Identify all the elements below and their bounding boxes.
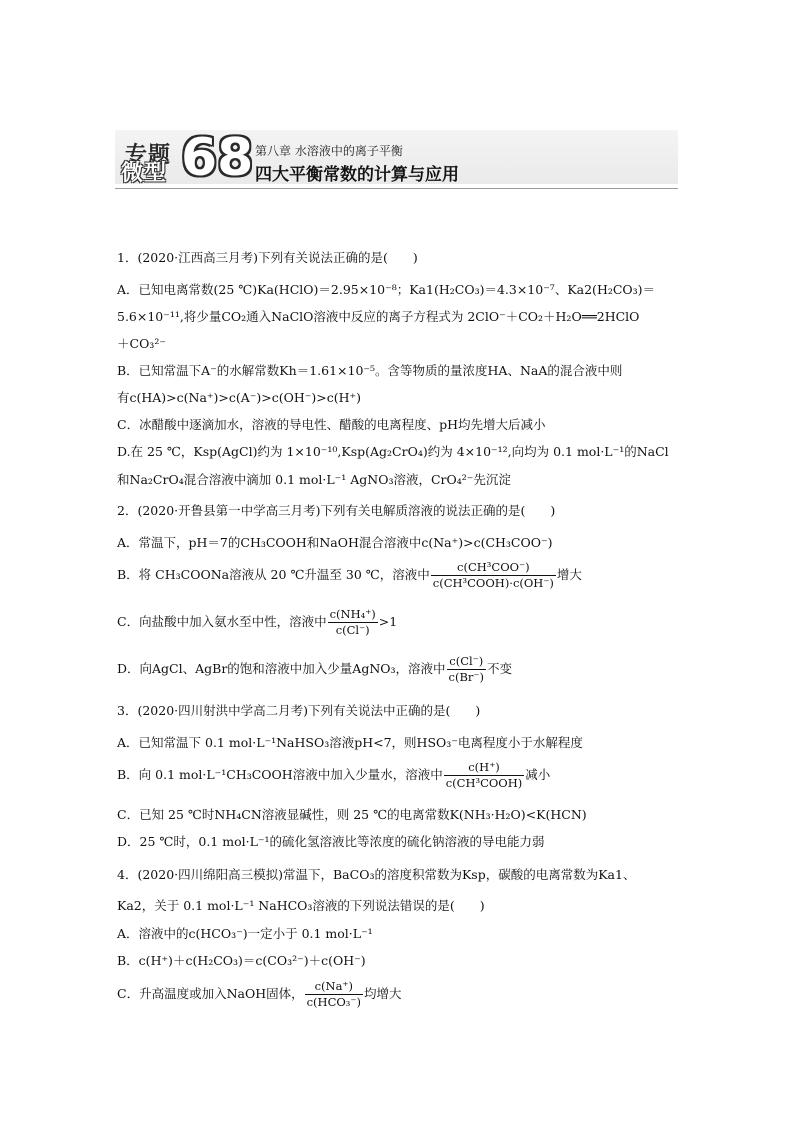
q4-option-c-text: C．升高温度或加入NaOH固体， — [117, 986, 304, 1001]
q2-option-b-tail: 增大 — [556, 567, 582, 582]
q4-stem-line1: 4．(2020·四川绵阳高三模拟)常温下，BaCO₃的溶度积常数为Ksp，碳酸的电离常数为Ka1、 — [117, 867, 636, 882]
fraction-denominator: c(Br⁻) — [448, 670, 484, 684]
fraction-denominator: c(CH³COOH) — [445, 776, 523, 790]
chapter-title: 第八章 水溶液中的离子平衡 — [255, 144, 403, 158]
q1-option-a-line1: A．已知电离常数(25 ℃)Ka(HClO)＝2.95×10⁻⁸；Ka1(H₂CO₃)＝4.3×10⁻⁷、Ka2(H₂CO₃)＝ — [117, 282, 656, 297]
q3-option-b-fraction — [444, 760, 525, 791]
q1-option-d-line1: D.在 25 ℃，Ksp(AgCl)约为 1×10⁻¹⁰,Ksp(Ag₂CrO₄)约为 4×10⁻¹²,向均为 0.1 mol·L⁻¹的NaCl — [117, 444, 669, 459]
q1-option-a-line2: 5.6×10⁻¹¹,将少量CO₂通入NaClO溶液中反应的离子方程式为 2ClO⁻＋CO₂＋H₂O══2HClO — [117, 309, 640, 324]
q3-option-c: C．已知 25 ℃时NH₄CN溶液显碱性，则 25 ℃的电离常数K(NH₃·H₂O)<K(HCN) — [117, 807, 587, 822]
q2-option-b-text: B．将 CH₃COONa溶液从 20 ℃升温至 30 ℃，溶液中 — [117, 567, 430, 582]
chapter-header — [115, 124, 678, 190]
q1-option-a-line3: ＋CO₃²⁻ — [117, 336, 166, 351]
fraction-numerator: c(CH³COO⁻) — [431, 560, 556, 576]
fraction-numerator: c(H⁺) — [444, 760, 525, 776]
q2-option-d-fraction — [447, 654, 486, 685]
q4-option-c-fraction — [305, 979, 363, 1010]
q2-option-c — [117, 607, 397, 638]
q2-option-d-text: D．向AgCl、AgBr的饱和溶液中加入少量AgNO₃，溶液中 — [117, 661, 446, 676]
q4-option-a: A．溶液中的c(HCO₃⁻)一定小于 0.1 mol·L⁻¹ — [117, 926, 373, 941]
q4-option-c-tail: 均增大 — [363, 986, 402, 1001]
q2-option-a: A．常温下，pH＝7的CH₃COOH和NaOH混合溶液中c(Na⁺)>c(CH₃COO⁻) — [117, 535, 553, 550]
q3-option-b-text: B．向 0.1 mol·L⁻¹CH₃COOH溶液中加入少量水，溶液中 — [117, 767, 443, 782]
q1-option-c: C．冰醋酸中逐滴加水，溶液的导电性、醋酸的电离程度、pH均先增大后减小 — [117, 417, 546, 432]
q1-option-b-line2: 有c(HA)>c(Na⁺)>c(A⁻)>c(OH⁻)>c(H⁺) — [117, 390, 361, 405]
q2-option-d-tail: 不变 — [486, 661, 512, 676]
fraction-numerator: c(NH₄⁺) — [329, 607, 376, 621]
logo-line1: 专题 — [125, 143, 172, 168]
q2-option-c-text: C．向盐酸中加入氨水至中性，溶液中 — [117, 614, 327, 629]
fraction-denominator: c(CH³COOH)·c(OH⁻) — [432, 576, 554, 590]
fraction-denominator: c(Cl⁻) — [335, 623, 370, 637]
q2-option-b — [117, 560, 582, 591]
fraction-numerator: c(Cl⁻) — [447, 654, 486, 670]
header-rule — [115, 188, 678, 189]
q4-option-b: B．c(H⁺)＋c(H₂CO₃)＝c(CO₃²⁻)＋c(OH⁻) — [117, 953, 366, 968]
q2-option-c-tail: >1 — [378, 614, 398, 629]
q4-stem-line2: Ka2，关于 0.1 mol·L⁻¹ NaHCO₃溶液的下列说法错误的是( ) — [117, 898, 485, 913]
q3-stem: 3．(2020·四川射洪中学高二月考)下列有关说法中正确的是( ) — [117, 703, 481, 718]
q1-option-d-line2: 和Na₂CrO₄混合溶液中滴加 0.1 mol·L⁻¹ AgNO₃溶液，CrO₄²⁻先沉淀 — [117, 472, 511, 487]
q1-option-b-line1: B．已知常温下A⁻的水解常数Kh＝1.61×10⁻⁵。含等物质的量浓度HA、NaA的混合液中则 — [117, 363, 623, 378]
q2-option-c-fraction — [328, 607, 378, 638]
fraction-denominator: c(HCO₃⁻) — [306, 995, 361, 1009]
q3-option-a: A．已知常温下 0.1 mol·L⁻¹NaHSO₃溶液pH<7，则HSO₃⁻电离程度小于水解程度 — [117, 735, 583, 750]
micro-topic-logo — [119, 128, 254, 188]
q2-stem: 2．(2020·开鲁县第一中学高三月考)下列有关电解质溶液的说法正确的是( ) — [117, 503, 556, 518]
q3-option-b-tail: 减小 — [525, 767, 551, 782]
logo-line2: 微型 — [121, 161, 168, 186]
q1-stem: 1．(2020·江西高三月考)下列有关说法正确的是( ) — [117, 250, 418, 265]
q3-option-d: D．25 ℃时，0.1 mol·L⁻¹的硫化氢溶液比等浓度的硫化钠溶液的导电能力弱 — [117, 834, 545, 849]
q3-option-b — [117, 760, 550, 791]
fraction-numerator: c(Na⁺) — [305, 979, 363, 995]
logo-number: 68 — [181, 128, 254, 188]
q2-option-d — [117, 654, 512, 685]
q4-option-c — [117, 979, 401, 1010]
q2-option-b-fraction — [431, 560, 556, 591]
topic-title: 四大平衡常数的计算与应用 — [255, 165, 459, 185]
